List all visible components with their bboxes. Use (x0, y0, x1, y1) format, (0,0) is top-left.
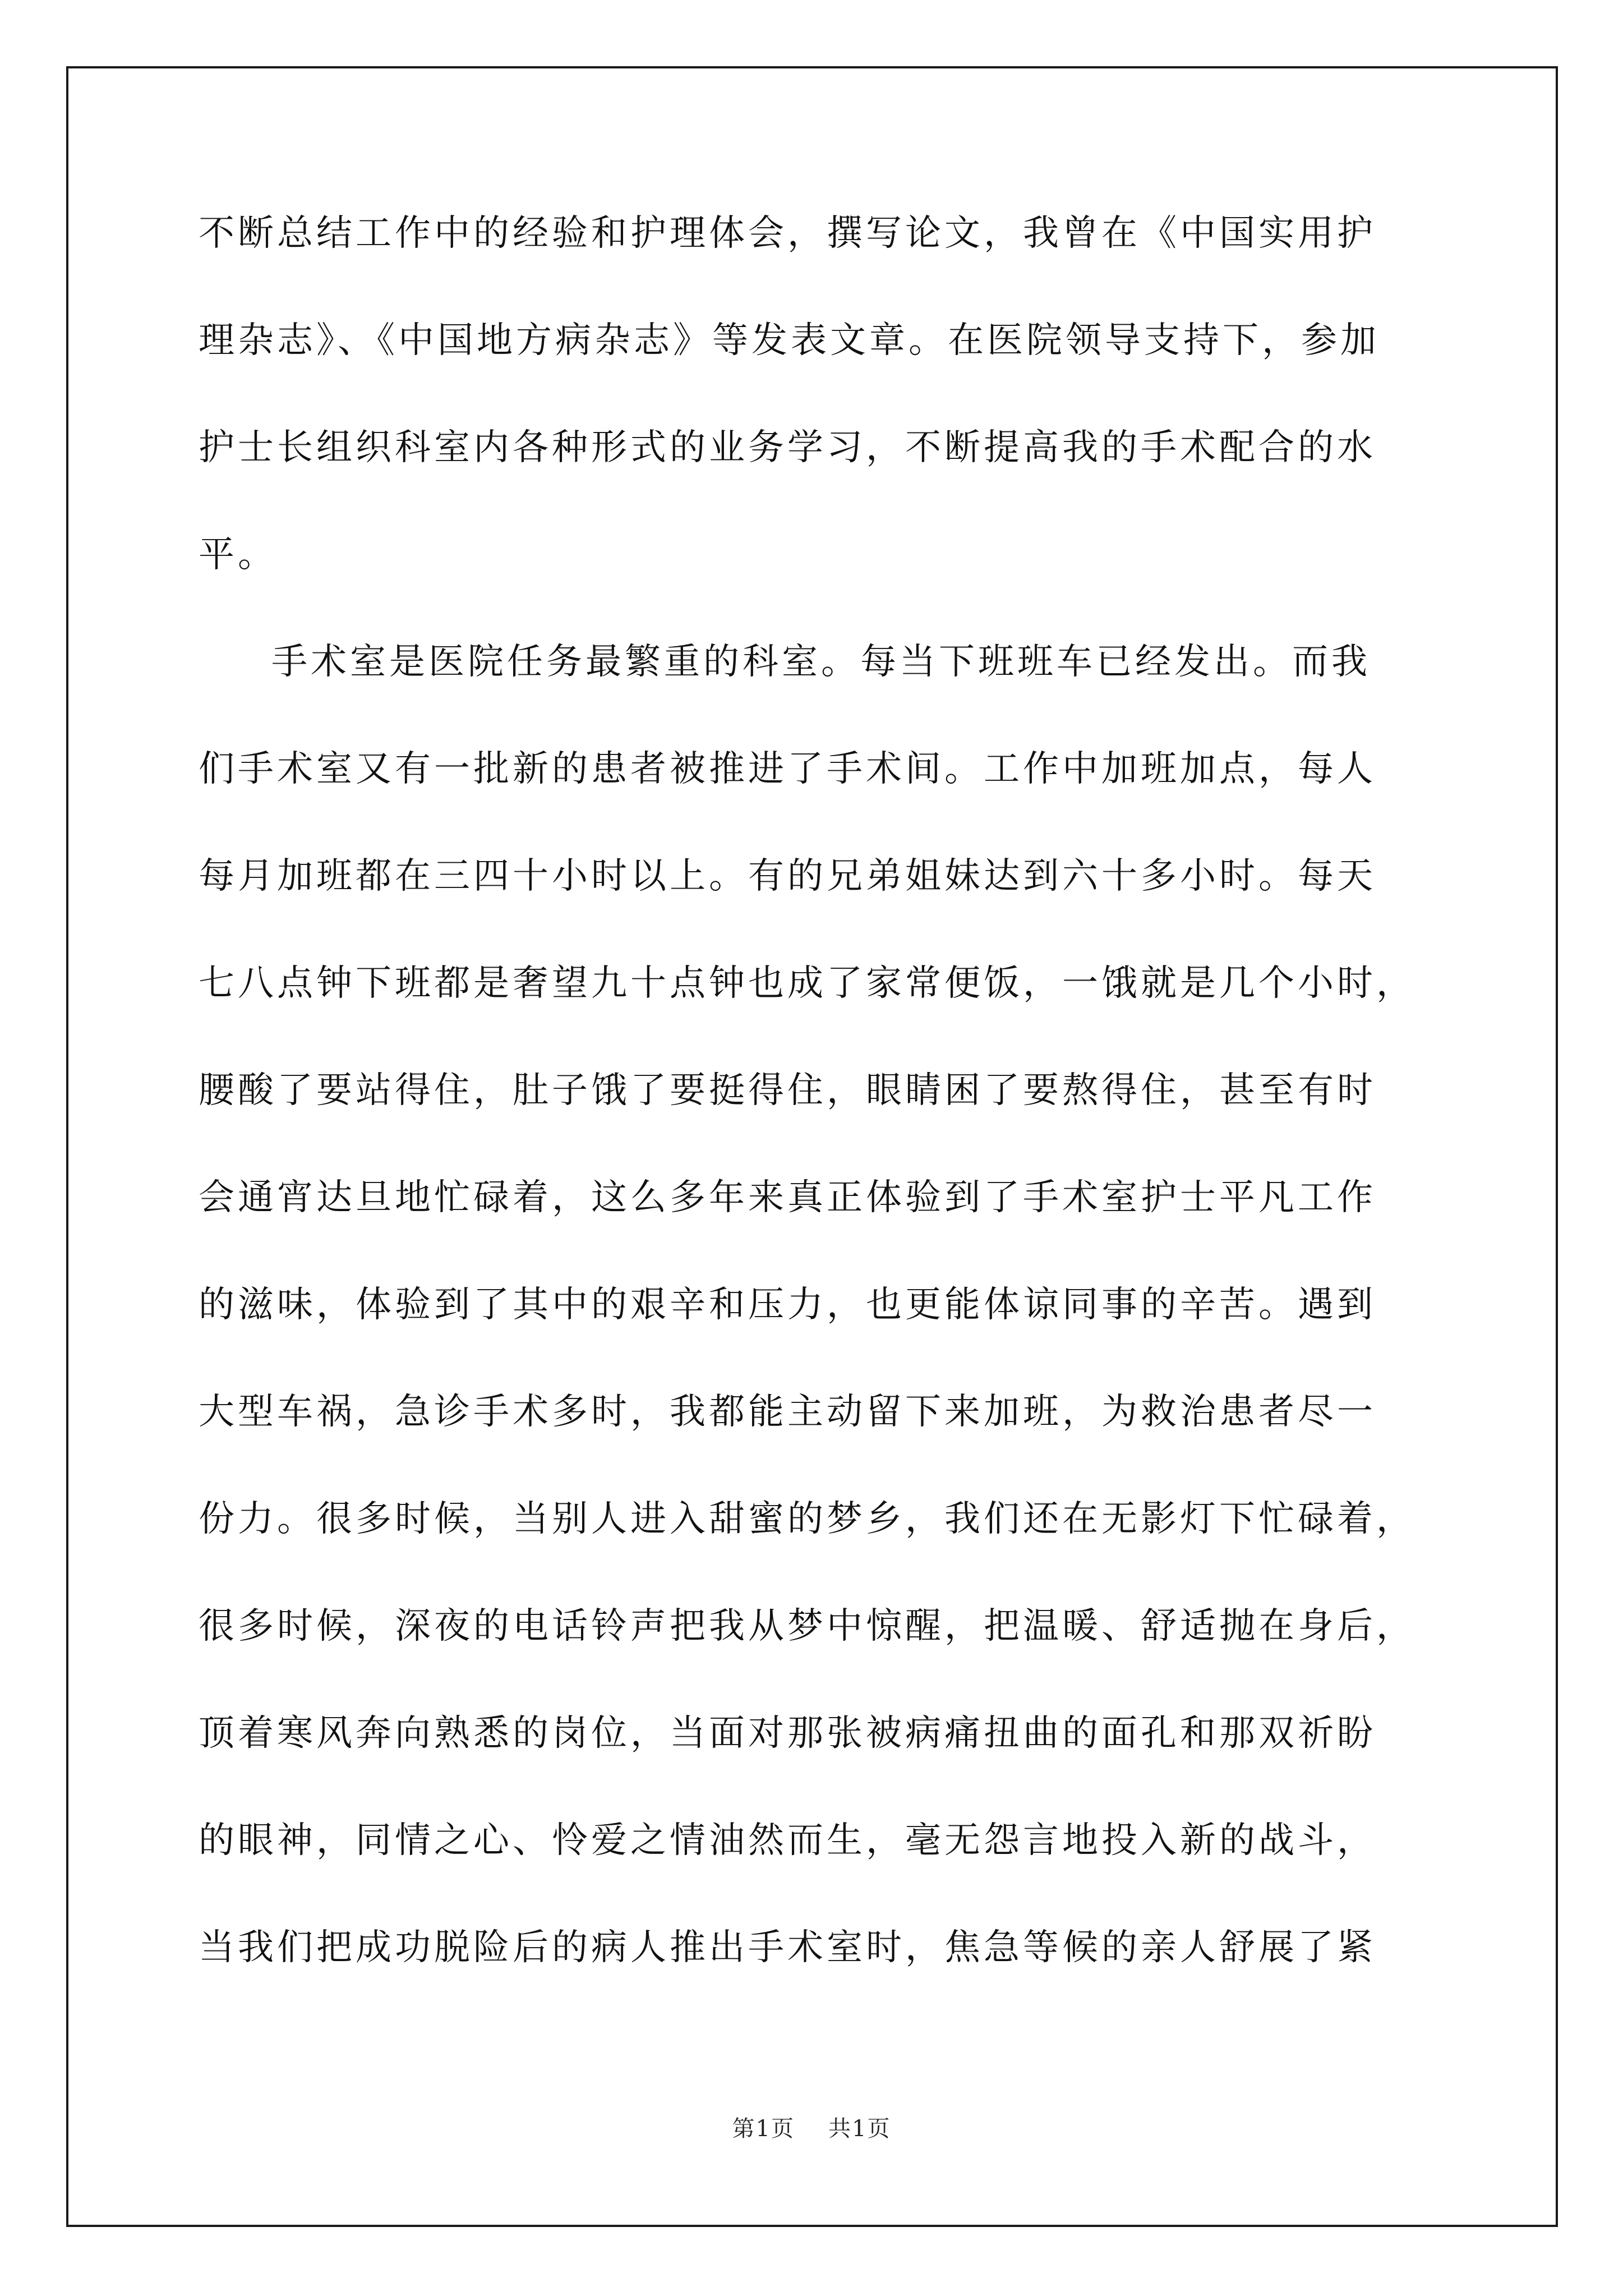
text-line: 每月加班都在三四十小时以上。有的兄弟姐妹达到六十多小时。每天 (199, 855, 1376, 897)
text-line: 当我们把成功脱险后的病人推出手术室时，焦急等候的亲人舒展了紧 (199, 1927, 1376, 1968)
text-line: 护士长组织科室内各种形式的业务学习，不断提高我的手术配合的水 (199, 427, 1376, 468)
text-line: 腰酸了要站得住，肚子饿了要挺得住，眼睛困了要熬得住，甚至有时 (199, 1070, 1376, 1111)
text-line: 会通宵达旦地忙碌着，这么多年来真正体验到了手术室护士平凡工作 (199, 1177, 1376, 1218)
text-line: 理杂志》、《中国地方病杂志》等发表文章。在医院领导支持下，参加 (199, 320, 1380, 361)
text-line: 顶着寒风奔向熟悉的岗位，当面对那张被病痛扭曲的面孔和那双祈盼 (199, 1713, 1376, 1754)
text-line: 大型车祸，急诊手术多时，我都能主动留下来加班，为救治患者尽一 (199, 1391, 1376, 1433)
text-line: 份力。很多时候，当别人进入甜蜜的梦乡，我们还在无影灯下忙碌着， (199, 1498, 1415, 1540)
text-line: 不断总结工作中的经验和护理体会，撰写论文，我曾在《中国实用护 (199, 213, 1376, 254)
page-footer (0, 2112, 1623, 2146)
text-line: 平。 (199, 534, 277, 576)
text-line: 的滋味，体验到了其中的艰辛和压力，也更能体谅同事的辛苦。遇到 (199, 1284, 1376, 1326)
text-line: 的眼神，同情之心、怜爱之情油然而生，毫无怨言地投入新的战斗， (199, 1820, 1376, 1861)
document-body (199, 206, 1432, 2028)
text-line: 很多时候，深夜的电话铃声把我从梦中惊醒，把温暖、舒适抛在身后， (199, 1605, 1415, 1647)
text-line: 们手术室又有一批新的患者被推进了手术间。工作中加班加点，每人 (199, 748, 1376, 790)
text-line: 七八点钟下班都是奢望九十点钟也成了家常便饭，一饿就是几个小时， (199, 963, 1415, 1004)
page-total: 共1页 (828, 2116, 891, 2142)
page-number: 第1页 (732, 2116, 795, 2142)
paragraph-first-line: 手术室是医院任务最繁重的科室。每当下班班车已经发出。而我 (271, 641, 1371, 683)
